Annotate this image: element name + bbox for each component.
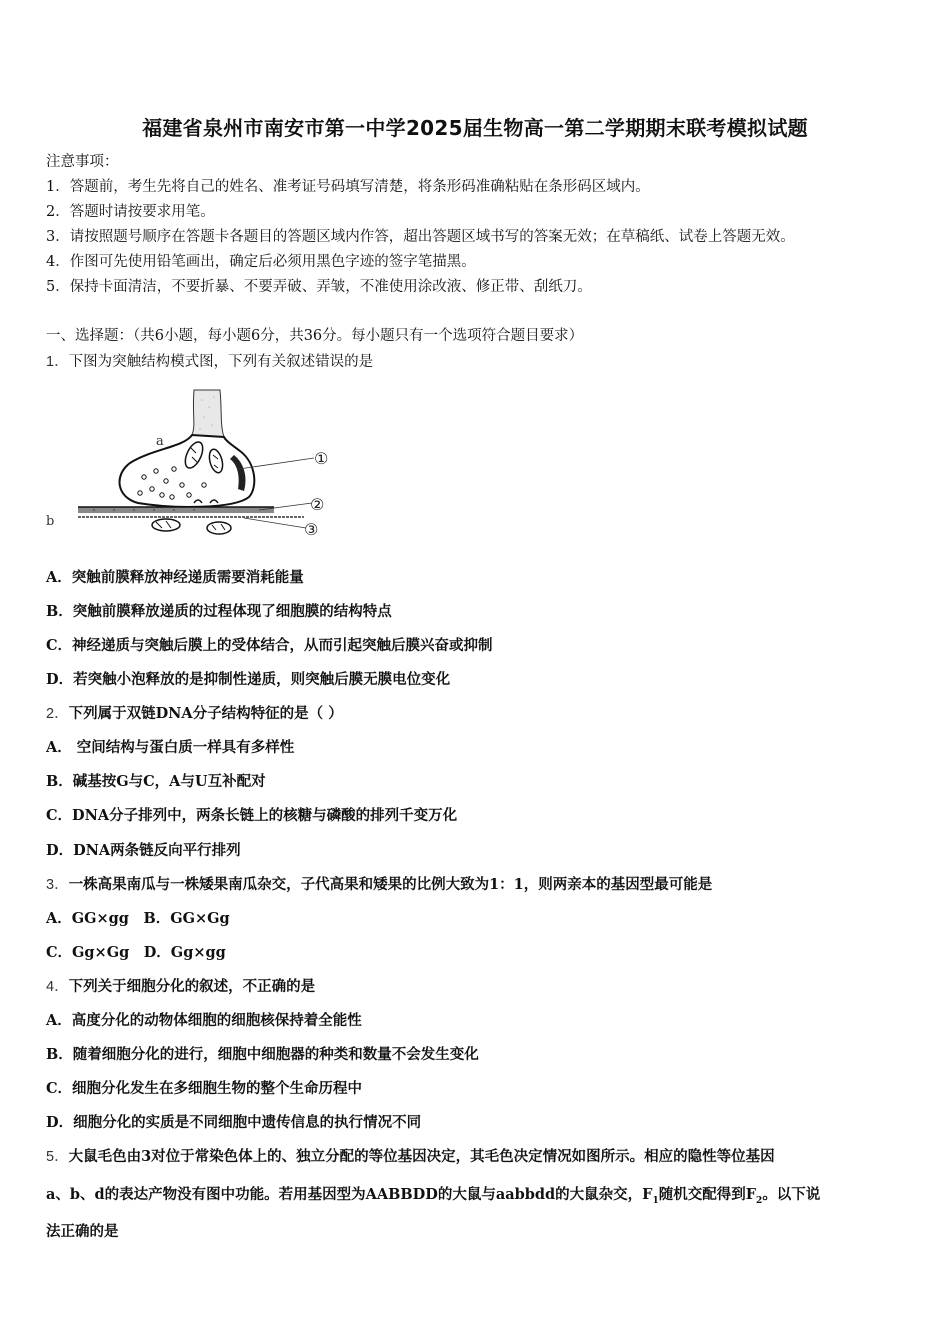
question-2	[46, 704, 343, 724]
question-stem: 下图为突触结构模式图，下列有关叙述错误的是	[68, 354, 374, 370]
label-3: ③	[304, 520, 319, 539]
section-heading: 一、选择题：（共6小题，每小题6分，共36分。每小题只有一个选项符合题目要求）	[46, 328, 584, 344]
option: A．高度分化的动物体细胞的细胞核保持着全能性	[46, 1012, 362, 1029]
option: B．碱基按G与C，A与U互补配对	[46, 773, 266, 790]
option: A．GG×gg B．GG×Gg	[46, 910, 230, 927]
question-number: 3．	[46, 877, 69, 893]
label-1: ①	[314, 449, 329, 468]
question-stem: 下列关于细胞分化的叙述，不正确的是	[68, 978, 316, 995]
notice-item: 4．作图可先使用铅笔画出，确定后必须用黑色字迹的签字笔描黑。	[46, 254, 476, 270]
option: C．DNA分子排列中，两条长链上的核糖与磷酸的排列千变万化	[46, 807, 458, 824]
question-5-line-2	[46, 1185, 820, 1211]
subscript: 1	[652, 1195, 659, 1206]
question-stem: 一株高果南瓜与一株矮果南瓜杂交，子代高果和矮果的比例大致为1：1，则两亲本的基因型最可能是	[68, 876, 713, 893]
subscript: 2	[756, 1195, 763, 1206]
label-a: a	[156, 434, 164, 449]
question-number: 2．	[46, 706, 69, 722]
question-4	[46, 977, 315, 997]
question-text: a、b、d的表达产物没有图中功能。若用基因型为AABBDD的大鼠与aabbdd的大鼠杂交，F	[46, 1186, 653, 1203]
option: C．细胞分化发生在多细胞生物的整个生命历程中	[46, 1080, 363, 1097]
option: B．随着细胞分化的进行，细胞中细胞器的种类和数量不会发生变化	[46, 1046, 479, 1063]
option: A． 空间结构与蛋白质一样具有多样性	[46, 739, 295, 756]
question-number: 5．	[46, 1149, 69, 1165]
option: D．DNA两条链反向平行排列	[46, 842, 241, 859]
notice-item: 2．答题时请按要求用笔。	[46, 204, 215, 220]
question-text: 。以下说	[762, 1186, 821, 1203]
question-text: 随机交配得到F	[658, 1186, 757, 1203]
question-5-line-3: 法正确的是	[46, 1223, 119, 1240]
page-title: 福建省泉州市南安市第一中学2025届生物高一第二学期期末联考模拟试题	[142, 116, 808, 140]
question-number: 4．	[46, 979, 69, 995]
option: A．突触前膜释放神经递质需要消耗能量	[46, 569, 304, 586]
synapse-diagram	[44, 385, 344, 545]
option: B．突触前膜释放递质的过程体现了细胞膜的结构特点	[46, 603, 392, 620]
question-3	[46, 875, 712, 895]
notice-item: 5．保持卡面清洁，不要折暴、不要弄破、弄皱，不准使用涂改液、修正带、刮纸刀。	[46, 279, 592, 295]
option: D．细胞分化的实质是不同细胞中遗传信息的执行情况不同	[46, 1114, 422, 1131]
option: C．Gg×Gg D．Gg×gg	[46, 944, 226, 961]
question-5	[46, 1147, 775, 1167]
question-number: 1．	[46, 354, 69, 370]
notice-item: 1．答题前，考生先将自己的姓名、准考证号码填写清楚，将条形码准确粘贴在条形码区域内。	[46, 179, 650, 195]
notice-item: 3．请按照题号顺序在答题卡各题目的答题区域内作答，超出答题区域书写的答案无效；在草稿纸、试卷上答题无效。	[46, 229, 795, 245]
question-1	[46, 352, 373, 372]
option: D．若突触小泡释放的是抑制性递质，则突触后膜无膜电位变化	[46, 671, 451, 688]
question-stem: 下列属于双链DNA分子结构特征的是（ ）	[68, 705, 343, 722]
option: C．神经递质与突触后膜上的受体结合，从而引起突触后膜兴奋或抑制	[46, 637, 493, 654]
label-2: ②	[310, 495, 325, 514]
notice-heading: 注意事项：	[46, 154, 119, 170]
label-b: b	[46, 514, 55, 529]
question-stem-line: 大鼠毛色由3对位于常染色体上的、独立分配的等位基因决定，其毛色决定情况如图所示。相应的隐性等位基因	[68, 1148, 775, 1165]
